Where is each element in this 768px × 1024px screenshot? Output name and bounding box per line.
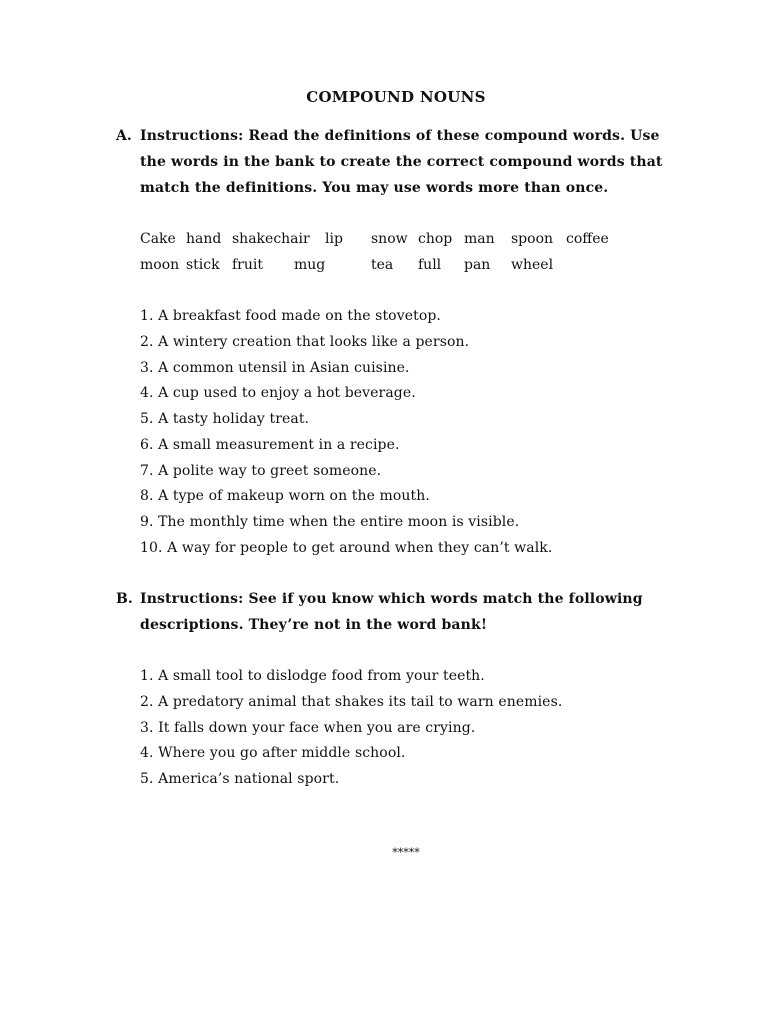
section-a-instructions-line-3: match the definitions. You may use words more than once. bbox=[140, 180, 609, 196]
word-bank-word: wheel bbox=[511, 257, 554, 273]
word-bank-word: fruit bbox=[232, 257, 263, 273]
list-item: 3. It falls down your face when you are crying. bbox=[140, 720, 476, 736]
word-bank-word: mug bbox=[294, 257, 326, 273]
word-bank-word: snow bbox=[371, 231, 408, 247]
word-bank-word: chop bbox=[418, 231, 453, 247]
list-item: 4. A cup used to enjoy a hot beverage. bbox=[140, 385, 416, 401]
word-bank-word: hand bbox=[186, 231, 222, 247]
word-bank-word: man bbox=[464, 231, 495, 247]
list-item: 5. America’s national sport. bbox=[140, 771, 340, 787]
list-item: 1. A breakfast food made on the stovetop. bbox=[140, 308, 441, 324]
section-a-instructions-line-1: Instructions: Read the definitions of these compound words. Use bbox=[140, 128, 660, 144]
list-item: 1. A small tool to dislodge food from your teeth. bbox=[140, 668, 485, 684]
list-item: 6. A small measurement in a recipe. bbox=[140, 437, 400, 453]
list-item: 4. Where you go after middle school. bbox=[140, 745, 406, 761]
page-title: COMPOUND NOUNS bbox=[306, 88, 486, 106]
section-b-letter: B. bbox=[116, 591, 133, 607]
list-item: 2. A predatory animal that shakes its tail to warn enemies. bbox=[140, 694, 563, 710]
list-item: 10. A way for people to get around when they can’t walk. bbox=[140, 540, 553, 556]
word-bank-word: pan bbox=[464, 257, 491, 273]
list-item: 9. The monthly time when the entire moon is visible. bbox=[140, 514, 520, 530]
word-bank-word: moon bbox=[140, 257, 180, 273]
section-b-instructions-line-2: descriptions. They’re not in the word bank! bbox=[140, 617, 488, 633]
word-bank-word: tea bbox=[371, 257, 394, 273]
list-item: 5. A tasty holiday treat. bbox=[140, 411, 310, 427]
list-item: 3. A common utensil in Asian cuisine. bbox=[140, 360, 410, 376]
word-bank-word: shakechair bbox=[232, 231, 310, 247]
footer-asterisks: ***** bbox=[392, 846, 420, 859]
word-bank-word: Cake bbox=[140, 231, 176, 247]
section-b-instructions-line-1: Instructions: See if you know which words match the following bbox=[140, 591, 643, 607]
word-bank-word: spoon bbox=[511, 231, 554, 247]
list-item: 8. A type of makeup worn on the mouth. bbox=[140, 488, 430, 504]
section-a-letter: A. bbox=[116, 128, 132, 144]
word-bank-word: stick bbox=[186, 257, 220, 273]
section-a-instructions-line-2: the words in the bank to create the correct compound words that bbox=[140, 154, 663, 170]
word-bank-word: full bbox=[418, 257, 442, 273]
word-bank-word: lip bbox=[325, 231, 343, 247]
list-item: 7. A polite way to greet someone. bbox=[140, 463, 382, 479]
word-bank-word: coffee bbox=[566, 231, 609, 247]
list-item: 2. A wintery creation that looks like a person. bbox=[140, 334, 470, 350]
